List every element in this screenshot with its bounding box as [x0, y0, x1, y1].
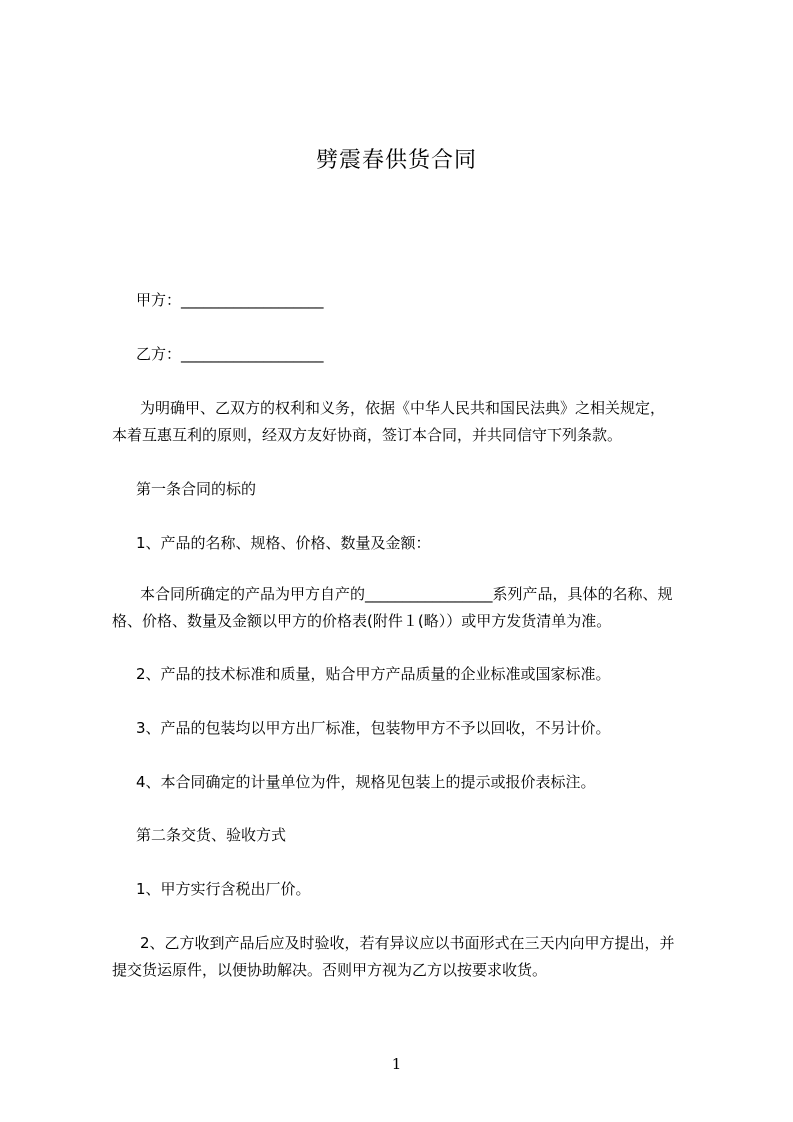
article-1-item-1: 1、产品的名称、规格、价格、数量及金额： — [136, 534, 431, 552]
article-2-heading: 第二条交货、验收方式 — [136, 826, 287, 844]
article-1-body-line-2: 格、价格、数量及金额以甲方的价格表(附件１(略））或甲方发货清单为准。 — [112, 612, 612, 630]
article-2-item-2-line-2: 提交货运原件，以便协助解决。否则甲方视为乙方以按要求收货。 — [112, 961, 548, 979]
article-1-item-4: 4、本合同确定的计量单位为件，规格见包装上的提示或报价表标注。 — [136, 773, 596, 791]
party-b-line: 乙方：___________________ — [136, 345, 324, 363]
preamble-line-1: 为明确甲、乙双方的权利和义务，依据《中华人民共和国民法典》之相关规定， — [140, 399, 666, 417]
article-2-item-2-line-1: 2、乙方收到产品后应及时验收，若有异议应以书面形式在三天内向甲方提出，并 — [140, 934, 675, 952]
article-1-body-paragraph — [112, 581, 712, 635]
page-number: 1 — [391, 1055, 402, 1073]
article-1-body-line-1: 本合同所确定的产品为甲方自产的_________________系列产品，具体的名称、规 — [140, 585, 673, 603]
document-title: 劈震春供货合同 — [315, 148, 477, 173]
article-1-heading: 第一条合同的标的 — [136, 480, 257, 498]
preamble-paragraph — [112, 395, 712, 449]
party-a-line: 甲方：___________________ — [136, 291, 324, 309]
article-2-item-2-paragraph — [112, 930, 712, 984]
article-1-item-2: 2、产品的技术标准和质量，贴合甲方产品质量的企业标准或国家标准。 — [136, 665, 611, 683]
article-2-item-1: 1、甲方实行含税出厂价。 — [136, 880, 311, 898]
preamble-line-2: 本着互惠互利的原则，经双方友好协商，签订本合同，并共同信守下列条款。 — [112, 426, 623, 444]
article-1-item-3: 3、产品的包装均以甲方出厂标准，包装物甲方不予以回收，不另计价。 — [136, 719, 611, 737]
